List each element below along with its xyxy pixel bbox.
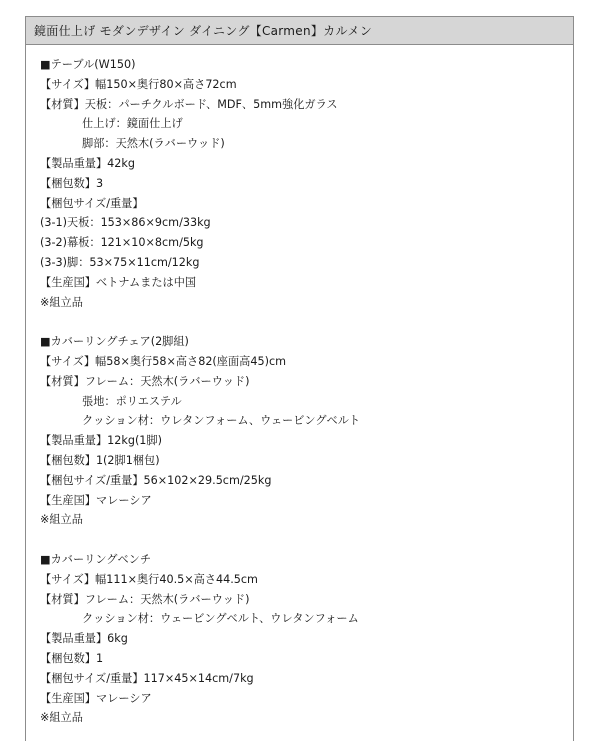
spec-line: 【梱包数】3 [40, 176, 104, 190]
product-section [40, 55, 573, 312]
spec-header [26, 17, 573, 45]
section-heading: ■テーブル(W150) [40, 58, 136, 71]
spec-line: 【梱包数】1 [40, 651, 104, 665]
spec-line: (3-2)幕板：121×10×8cm/5kg [40, 236, 204, 250]
spec-line: 【製品重量】42kg [40, 156, 135, 170]
spec-line: 【材質】フレーム：天然木(ラバーウッド) [40, 592, 250, 606]
spec-line: 【製品重量】12kg(1脚) [40, 434, 162, 448]
spec-line: 【梱包サイズ/重量】56×102×29.5cm/25kg [40, 473, 272, 487]
spec-line: 【生産国】マレーシア [40, 691, 152, 705]
spec-line: 仕上げ：鏡面仕上げ [82, 117, 183, 131]
section-spacer [40, 530, 573, 550]
spec-line: 【製品重量】6kg [40, 632, 128, 646]
section-heading: ■カバーリングベンチ [40, 552, 152, 566]
spec-line: ※組立品 [40, 711, 83, 725]
spec-line: ※組立品 [40, 295, 83, 309]
spec-line: 【生産国】ベトナムまたは中国 [40, 275, 197, 289]
product-section [40, 332, 573, 530]
spec-line: 【サイズ】幅111×奥行40.5×高さ44.5cm [40, 572, 258, 586]
section-spacer [40, 312, 573, 332]
section-heading: ■カバーリングチェア(2脚組) [40, 335, 189, 349]
spec-line: クッション材：ウェービングベルト、ウレタンフォーム [82, 612, 359, 626]
spec-line: (3-3)脚：53×75×11cm/12kg [40, 255, 200, 269]
spec-line: 【サイズ】幅150×奥行80×高さ72cm [40, 77, 237, 91]
spec-line: ※組立品 [40, 513, 83, 527]
spec-line: 【梱包数】1(2脚1梱包) [40, 453, 160, 467]
spec-content [26, 45, 573, 728]
spec-line: 【梱包サイズ/重量】117×45×14cm/7kg [40, 671, 254, 685]
product-section [40, 550, 573, 728]
spec-line: 【サイズ】幅58×奥行58×高さ82(座面高45)cm [40, 354, 287, 368]
spec-line: 【梱包サイズ/重量】 [40, 196, 144, 210]
page-title: 鏡面仕上げ モダンデザイン ダイニング【Carmen】カルメン [34, 24, 373, 38]
spec-line: 【材質】天板：パーチクルボード、MDF、5mm強化ガラス [40, 97, 338, 111]
spec-line: 張地：ポリエステル [82, 394, 182, 408]
spec-line: 脚部：天然木(ラバーウッド) [82, 137, 225, 151]
spec-table [25, 16, 574, 741]
spec-line: クッション材：ウレタンフォーム、ウェービングベルト [82, 414, 361, 428]
spec-line: 【材質】フレーム：天然木(ラバーウッド) [40, 374, 250, 388]
spec-line: (3-1)天板：153×86×9cm/33kg [40, 216, 211, 230]
spec-line: 【生産国】マレーシア [40, 493, 152, 507]
